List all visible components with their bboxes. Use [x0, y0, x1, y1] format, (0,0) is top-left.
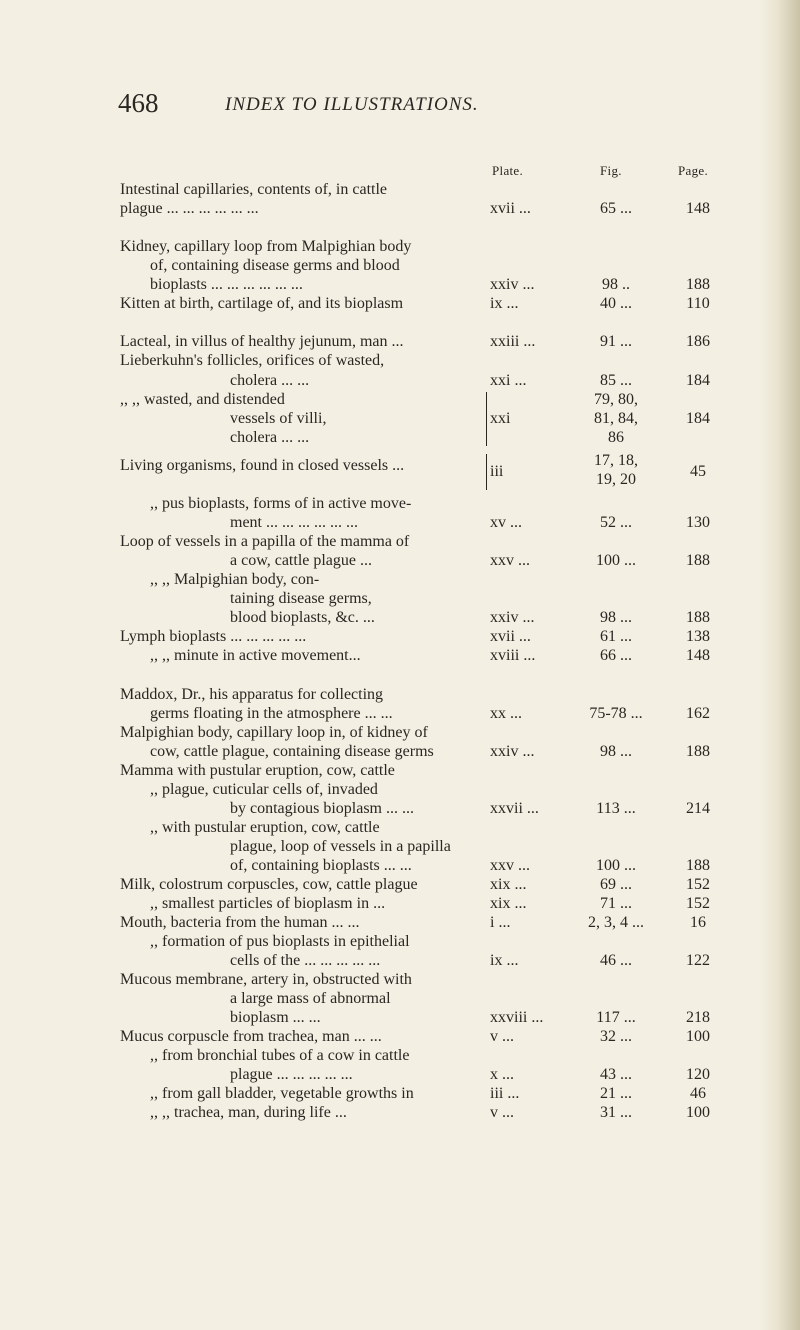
plate-ref: v ... [490, 1104, 514, 1121]
entry-line: ,, pus bioplasts, forms of in active move- [150, 495, 412, 512]
entry-line: Loop of vessels in a papilla of the mamma of [120, 533, 410, 550]
fig-ref: 32 ... [600, 1028, 632, 1045]
entry-line: Living organisms, found in closed vessels ... [120, 457, 405, 474]
entry-line: bioplasm ... ... [230, 1009, 321, 1026]
entry-line: Lymph bioplasts ... ... ... ... ... [120, 628, 307, 645]
entry-line: ,, ,, minute in active movement... [150, 647, 361, 664]
fig-ref: 98 ... [600, 743, 632, 760]
plate-ref: ix ... [490, 295, 519, 312]
entry-line: blood bioplasts, &c. ... [230, 609, 375, 626]
page-ref: 152 [686, 895, 710, 912]
plate-ref: xviii ... [490, 647, 536, 664]
plate-ref: x ... [490, 1066, 514, 1083]
fig-ref: 17, 18, [594, 452, 638, 469]
page-ref: 188 [686, 276, 710, 293]
page-ref: 148 [686, 200, 710, 217]
entry-line: Maddox, Dr., his apparatus for collecting [120, 686, 384, 703]
page-ref: 162 [686, 705, 710, 722]
page-ref: 110 [686, 295, 710, 312]
entry-line: Mouth, bacteria from the human ... ... [120, 914, 360, 931]
fig-ref: 61 ... [600, 628, 632, 645]
plate-ref: xxviii ... [490, 1009, 544, 1026]
entry-line: cholera ... ... [230, 429, 310, 446]
entry-line: cholera ... ... [230, 372, 310, 389]
brace [478, 392, 487, 446]
entry-line: ment ... ... ... ... ... ... [230, 514, 358, 531]
entry-line: plague ... ... ... ... ... [230, 1066, 353, 1083]
plate-ref: xix ... [490, 895, 527, 912]
page-ref: 46 [690, 1085, 706, 1102]
plate-ref: xx ... [490, 705, 522, 722]
fig-ref: 69 ... [600, 876, 632, 893]
fig-ref: 65 ... [600, 200, 632, 217]
fig-ref: 19, 20 [596, 471, 636, 488]
plate-ref: xxv ... [490, 857, 530, 874]
page-ref: 100 [686, 1028, 710, 1045]
entry-line: ,, with pustular eruption, cow, cattle [150, 819, 380, 836]
plate-ref: ix ... [490, 952, 519, 969]
page-ref: 122 [686, 952, 710, 969]
entry-line: germs floating in the atmosphere ... ... [150, 705, 393, 722]
fig-ref: 79, 80, [594, 391, 638, 408]
entry-line: Mucous membrane, artery in, obstructed with [120, 971, 412, 988]
entry-line: taining disease germs, [230, 590, 372, 607]
plate-ref: xxvii ... [490, 800, 539, 817]
plate-ref: xxv ... [490, 552, 530, 569]
fig-ref: 100 ... [596, 857, 636, 874]
fig-ref: 86 [608, 429, 624, 446]
entry-line: vessels of villi, [230, 410, 327, 427]
entry-line: of, containing bioplasts ... ... [230, 857, 412, 874]
plate-ref: xxiv ... [490, 276, 535, 293]
column-header-page: Page. [678, 163, 709, 178]
plate-ref: iii [490, 463, 504, 480]
page-ref: 188 [686, 609, 710, 626]
entry-line: Malpighian body, capillary loop in, of kidney of [120, 724, 428, 741]
entry-line: of, containing disease germs and blood [150, 257, 400, 274]
fig-ref: 2, 3, 4 ... [588, 914, 644, 931]
plate-ref: xxiv ... [490, 609, 535, 626]
entry-line: cow, cattle plague, containing disease germs [150, 743, 434, 760]
plate-ref: xv ... [490, 514, 522, 531]
entry-line: a cow, cattle plague ... [230, 552, 373, 569]
fig-ref: 21 ... [600, 1085, 632, 1102]
entry-line: ,, ,, wasted, and distended [120, 391, 285, 408]
column-header-plate: Plate. [492, 163, 524, 178]
fig-ref: 75-78 ... [589, 705, 643, 722]
fig-ref: 85 ... [600, 372, 632, 389]
entry-line: ,, plague, cuticular cells of, invaded [150, 781, 378, 798]
page-ref: 138 [686, 628, 710, 645]
page-ref: 184 [686, 410, 710, 427]
entry-line: Kitten at birth, cartilage of, and its bioplasm [120, 295, 404, 312]
fig-ref: 46 ... [600, 952, 632, 969]
plate-ref: i ... [490, 914, 511, 931]
page-ref: 16 [690, 914, 706, 931]
plate-ref: xix ... [490, 876, 527, 893]
page-ref: 100 [686, 1104, 710, 1121]
page-ref: 120 [686, 1066, 710, 1083]
entry-line: Milk, colostrum corpuscles, cow, cattle plague [120, 876, 418, 893]
brace [478, 454, 487, 490]
entry-line: Mamma with pustular eruption, cow, cattle [120, 762, 395, 779]
entry-line: a large mass of abnormal [230, 990, 391, 1007]
fig-ref: 98 .. [602, 276, 630, 293]
fig-ref: 31 ... [600, 1104, 632, 1121]
entry-line: bioplasts ... ... ... ... ... ... [150, 276, 303, 293]
fig-ref: 113 ... [596, 800, 636, 817]
fig-ref: 98 ... [600, 609, 632, 626]
plate-ref: xxiii ... [490, 333, 536, 350]
fig-ref: 43 ... [600, 1066, 632, 1083]
page-ref: 184 [686, 372, 710, 389]
column-header-fig: Fig. [600, 163, 622, 178]
page-number: 468 [118, 88, 159, 118]
page-ref: 218 [686, 1009, 710, 1026]
plate-ref: xvii ... [490, 200, 531, 217]
page-ref: 130 [686, 514, 710, 531]
entry-line: Mucus corpuscle from trachea, man ... ... [120, 1028, 382, 1045]
entry-line: by contagious bioplasm ... ... [230, 800, 414, 817]
entry-line: ,, smallest particles of bioplasm in ... [150, 895, 386, 912]
page-ref: 214 [686, 800, 710, 817]
fig-ref: 66 ... [600, 647, 632, 664]
fig-ref: 81, 84, [594, 410, 638, 427]
entry-line: Lieberkuhn's follicles, orifices of wasted, [120, 352, 385, 369]
page-ref: 188 [686, 743, 710, 760]
plate-ref: v ... [490, 1028, 514, 1045]
running-title: INDEX TO ILLUSTRATIONS. [225, 94, 479, 115]
entry-line: ,, from bronchial tubes of a cow in cattle [150, 1047, 410, 1064]
fig-ref: 100 ... [596, 552, 636, 569]
entry-line: Kidney, capillary loop from Malpighian body [120, 238, 412, 255]
fig-ref: 52 ... [600, 514, 632, 531]
entry-line: plague ... ... ... ... ... ... [120, 200, 259, 217]
fig-ref: 71 ... [600, 895, 632, 912]
page-ref: 45 [690, 463, 706, 480]
entry-line: ,, formation of pus bioplasts in epithelial [150, 933, 410, 950]
plate-ref: iii ... [490, 1085, 520, 1102]
plate-ref: xxiv ... [490, 743, 535, 760]
entry-line: ,, ,, Malpighian body, con- [150, 571, 320, 588]
entry-line: Intestinal capillaries, contents of, in cattle [120, 181, 388, 198]
page-ref: 188 [686, 552, 710, 569]
plate-ref: xxi ... [490, 372, 527, 389]
page-ref: 186 [686, 333, 710, 350]
page-ref: 188 [686, 857, 710, 874]
plate-ref: xvii ... [490, 628, 531, 645]
fig-ref: 40 ... [600, 295, 632, 312]
page-ref: 148 [686, 647, 710, 664]
page-ref: 152 [686, 876, 710, 893]
entry-line: cells of the ... ... ... ... ... [230, 952, 381, 969]
entry-line: plague, loop of vessels in a papilla [230, 838, 451, 855]
plate-ref: xxi [490, 410, 511, 427]
entry-line: ,, from gall bladder, vegetable growths in [150, 1085, 414, 1102]
entry-line: Lacteal, in villus of healthy jejunum, man ... [120, 333, 404, 350]
fig-ref: 91 ... [600, 333, 632, 350]
fig-ref: 117 ... [596, 1009, 636, 1026]
entry-line: ,, ,, trachea, man, during life ... [150, 1104, 347, 1121]
